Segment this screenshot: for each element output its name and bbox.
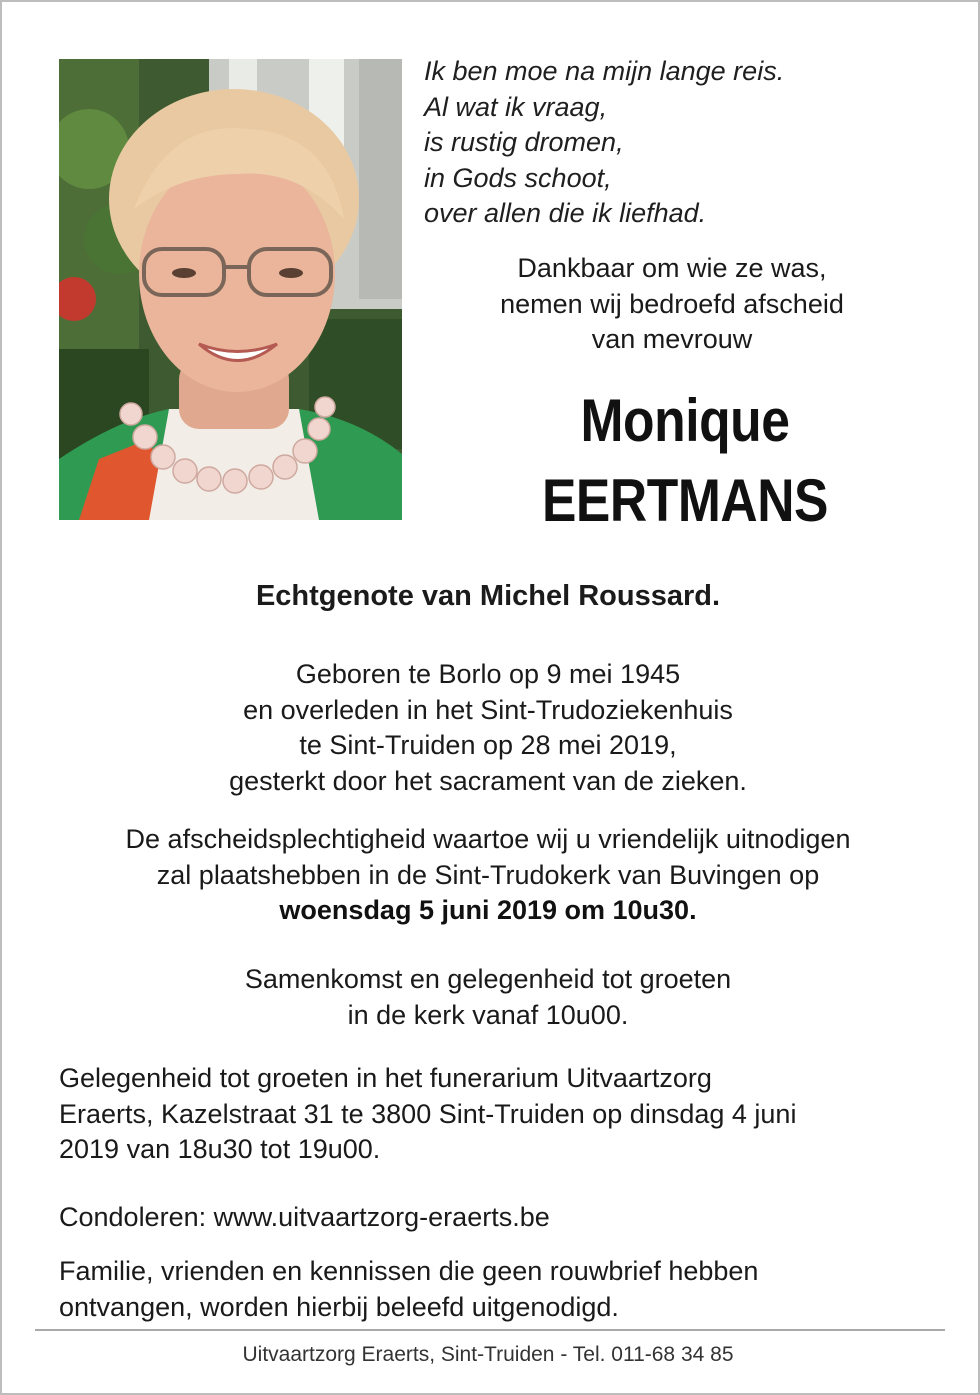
ceremony-line: zal plaatshebben in de Sint-Trudokerk van Buvingen op (156, 859, 820, 890)
poem-line: over allen die ik liefhad. (424, 198, 707, 228)
family-line: Familie, vrienden en kennissen die geen rouwbrief hebben (59, 1256, 759, 1286)
intro-text (440, 251, 904, 358)
visitation-line: Gelegenheid tot groeten in het funerarium Uitvaartzorg (59, 1063, 712, 1093)
poem-line: in Gods schoot, (424, 162, 612, 193)
spouse-line: Echtgenote van Michel Roussard. (255, 580, 721, 612)
intro-line: nemen wij bedroefd afscheid (500, 288, 844, 319)
gathering-line: Samenkomst en gelegenheid tot groeten (244, 964, 732, 994)
visitation-details (59, 1061, 796, 1168)
deceased-last-name: EERTMANS (541, 467, 829, 534)
condolences-link[interactable] (59, 1200, 550, 1236)
family-line: ontvangen, worden hierbij beleefd uitgenodigd. (59, 1291, 619, 1322)
poem-line: is rustig dromen, (424, 127, 624, 157)
poem (424, 54, 784, 232)
birth-death-line: Geboren te Borlo op 9 mei 1945 (295, 659, 681, 689)
birth-death-line: te Sint-Truiden op 28 mei 2019, (299, 730, 677, 760)
intro-line: van mevrouw (591, 324, 753, 354)
condolences-text: Condoleren: www.uitvaartzorg-eraerts.be (59, 1202, 550, 1232)
visitation-line: Eraerts, Kazelstraat 31 te 3800 Sint-Truiden op dinsdag 4 juni (59, 1098, 797, 1129)
poem-line: Al wat ik vraag, (424, 91, 608, 122)
gathering-line: in de kerk vanaf 10u00. (347, 999, 629, 1030)
ceremony-details (0, 822, 976, 929)
family-invitation (59, 1254, 758, 1325)
birth-death-line: en overleden in het Sint-Trudoziekenhuis (243, 694, 733, 725)
ceremony-line: De afscheidsplechtigheid waartoe wij u vriendelijk uitnodigen (125, 824, 851, 854)
ceremony-date: woensdag 5 juni 2019 om 10u30. (279, 895, 697, 925)
portrait-photo (59, 59, 402, 520)
deceased-first-name: Monique (580, 387, 790, 454)
intro-line: Dankbaar om wie ze was, (517, 253, 827, 283)
poem-line: Ik ben moe na mijn lange reis. (424, 56, 785, 86)
birth-death-line: gesterkt door het sacrament van de zieken. (229, 765, 747, 796)
birth-death-details (0, 657, 976, 799)
visitation-line: 2019 van 18u30 tot 19u00. (59, 1134, 381, 1164)
footer-divider (35, 1329, 945, 1331)
footer-contact: Uitvaartzorg Eraerts, Sint-Truiden - Tel. 011-68 34 85 (242, 1343, 734, 1366)
gathering-details (0, 962, 976, 1033)
